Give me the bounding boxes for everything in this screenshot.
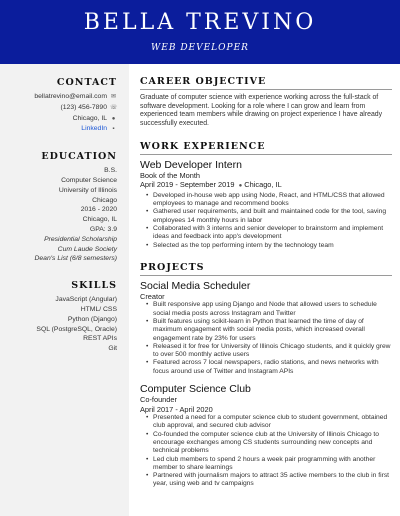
phone-icon: ☏ bbox=[110, 104, 118, 111]
project-bullets bbox=[146, 414, 392, 489]
education-line: University of Illinois bbox=[58, 186, 117, 194]
project-dates: April 2017 - April 2020 bbox=[140, 404, 213, 414]
list-item: • Led club members to spend 2 hours a week pair programming with another member to share learnings bbox=[146, 456, 392, 473]
contact-phone: (123) 456-7890 ☏ bbox=[6, 103, 117, 114]
linkedin-link[interactable]: LinkedIn bbox=[81, 125, 107, 133]
projects-heading: PROJECTS bbox=[140, 261, 205, 273]
skills-heading: SKILLS bbox=[71, 280, 117, 292]
education-honor: Dean's List (6/8 semesters) bbox=[34, 255, 117, 263]
contact-location: Chicago, IL ● bbox=[6, 114, 117, 125]
education-heading: EDUCATION bbox=[41, 151, 117, 163]
education-line: B.S. bbox=[104, 167, 117, 175]
skill-item: Git bbox=[108, 345, 117, 353]
education-line: GPA: 3.9 bbox=[89, 225, 117, 233]
experience-heading: WORK EXPERIENCE bbox=[140, 140, 266, 152]
candidate-title: WEB DEVELOPER bbox=[151, 43, 249, 53]
contact-linkedin[interactable] bbox=[6, 124, 117, 135]
job-dates: April 2019 - September 2019 ● Chicago, IL bbox=[140, 180, 282, 190]
location-pin-icon: ● bbox=[238, 183, 243, 190]
skill-item: Python (Django) bbox=[67, 315, 117, 323]
section-divider bbox=[140, 275, 392, 276]
project-role: Co-founder bbox=[140, 395, 177, 405]
skill-item: SQL (PostgreSQL, Oracle) bbox=[36, 325, 117, 333]
candidate-name: BELLA TREVINO bbox=[83, 10, 317, 35]
list-item: • Selected as the top performing intern by the technology team bbox=[146, 242, 392, 250]
job-bullets bbox=[146, 192, 392, 250]
resume-header bbox=[0, 0, 400, 64]
objective-text: Graduate of computer science with experience working across the full-stack of software development. Looking for a role where I can grow and learn from experienced team members while drawing on project experience I have already successfully executed. bbox=[140, 94, 383, 128]
section-divider bbox=[140, 89, 392, 90]
skill-item: JavaScript (Angular) bbox=[55, 296, 117, 304]
skill-item: HTML/ CSS bbox=[80, 305, 117, 313]
envelope-icon: ✉ bbox=[110, 94, 117, 100]
list-item: • Released it for free for University of Illinois Chicago students, and it quickly grew to over 500 monthly active users bbox=[146, 343, 392, 360]
main-content bbox=[140, 64, 392, 489]
project-bullets bbox=[146, 301, 392, 376]
project-title: Computer Science Club bbox=[140, 383, 251, 396]
education-honor: Presidential Scholarship bbox=[44, 235, 117, 243]
list-item: • Co-founded the computer science club at the University of Illinois Chicago to encourage exchanges among CS students surrounding new concepts and technical problems bbox=[146, 431, 392, 456]
education-line: Chicago, IL bbox=[82, 216, 117, 224]
project-title: Social Media Scheduler bbox=[140, 279, 251, 292]
contact-heading: CONTACT bbox=[56, 77, 117, 88]
list-item: • Built responsive app using Django and Node that allowed users to schedule social media posts across Instagram and Twitter bbox=[146, 301, 392, 318]
location-pin-icon: ● bbox=[111, 115, 116, 122]
skill-item: REST APIs bbox=[83, 335, 117, 343]
contact-email: bellatrevino@email.com ✉ bbox=[6, 92, 117, 103]
objective-heading: CAREER OBJECTIVE bbox=[140, 76, 267, 87]
job-title: Web Developer Intern bbox=[140, 158, 242, 171]
list-item: • Developed in-house web app using Node, React, and HTML/CSS that allowed employees to manage and recommend books bbox=[146, 192, 392, 209]
section-divider bbox=[140, 154, 392, 155]
list-item: • Presented a need for a computer science club to student government, obtained club approval, and secured club advisor bbox=[146, 414, 392, 431]
list-item: • Built features using scikit-learn in Python that learned the time of day of maximum engagement with social media posts, which increased overall engagement rate by 23% for users bbox=[146, 318, 392, 343]
linkedin-icon: ▪ bbox=[112, 126, 115, 133]
education-line: 2016 - 2020 bbox=[80, 206, 117, 214]
project-role: Creator bbox=[140, 291, 165, 301]
education-line: Computer Science bbox=[61, 176, 117, 184]
education-honor: Cum Laude Society bbox=[57, 245, 117, 253]
education-line: Chicago bbox=[92, 196, 117, 204]
list-item: • Gathered user requirements, and built and maintained code for the tool, saving employees 14 monthly hours in labor bbox=[146, 208, 392, 225]
list-item: • Collaborated with 3 interns and senior developer to brainstorm and implement ideas and feedback into app's development bbox=[146, 225, 392, 242]
list-item: • Partnered with journalism majors to attract 35 active members to the club in first year, using web and tv campaigns bbox=[146, 472, 392, 489]
job-company: Book of the Month bbox=[140, 170, 200, 180]
list-item: • Featured across 7 local newspapers, radio stations, and news networks with focus around use of Twitter and Instagram APIs bbox=[146, 359, 392, 376]
sidebar bbox=[0, 64, 129, 516]
